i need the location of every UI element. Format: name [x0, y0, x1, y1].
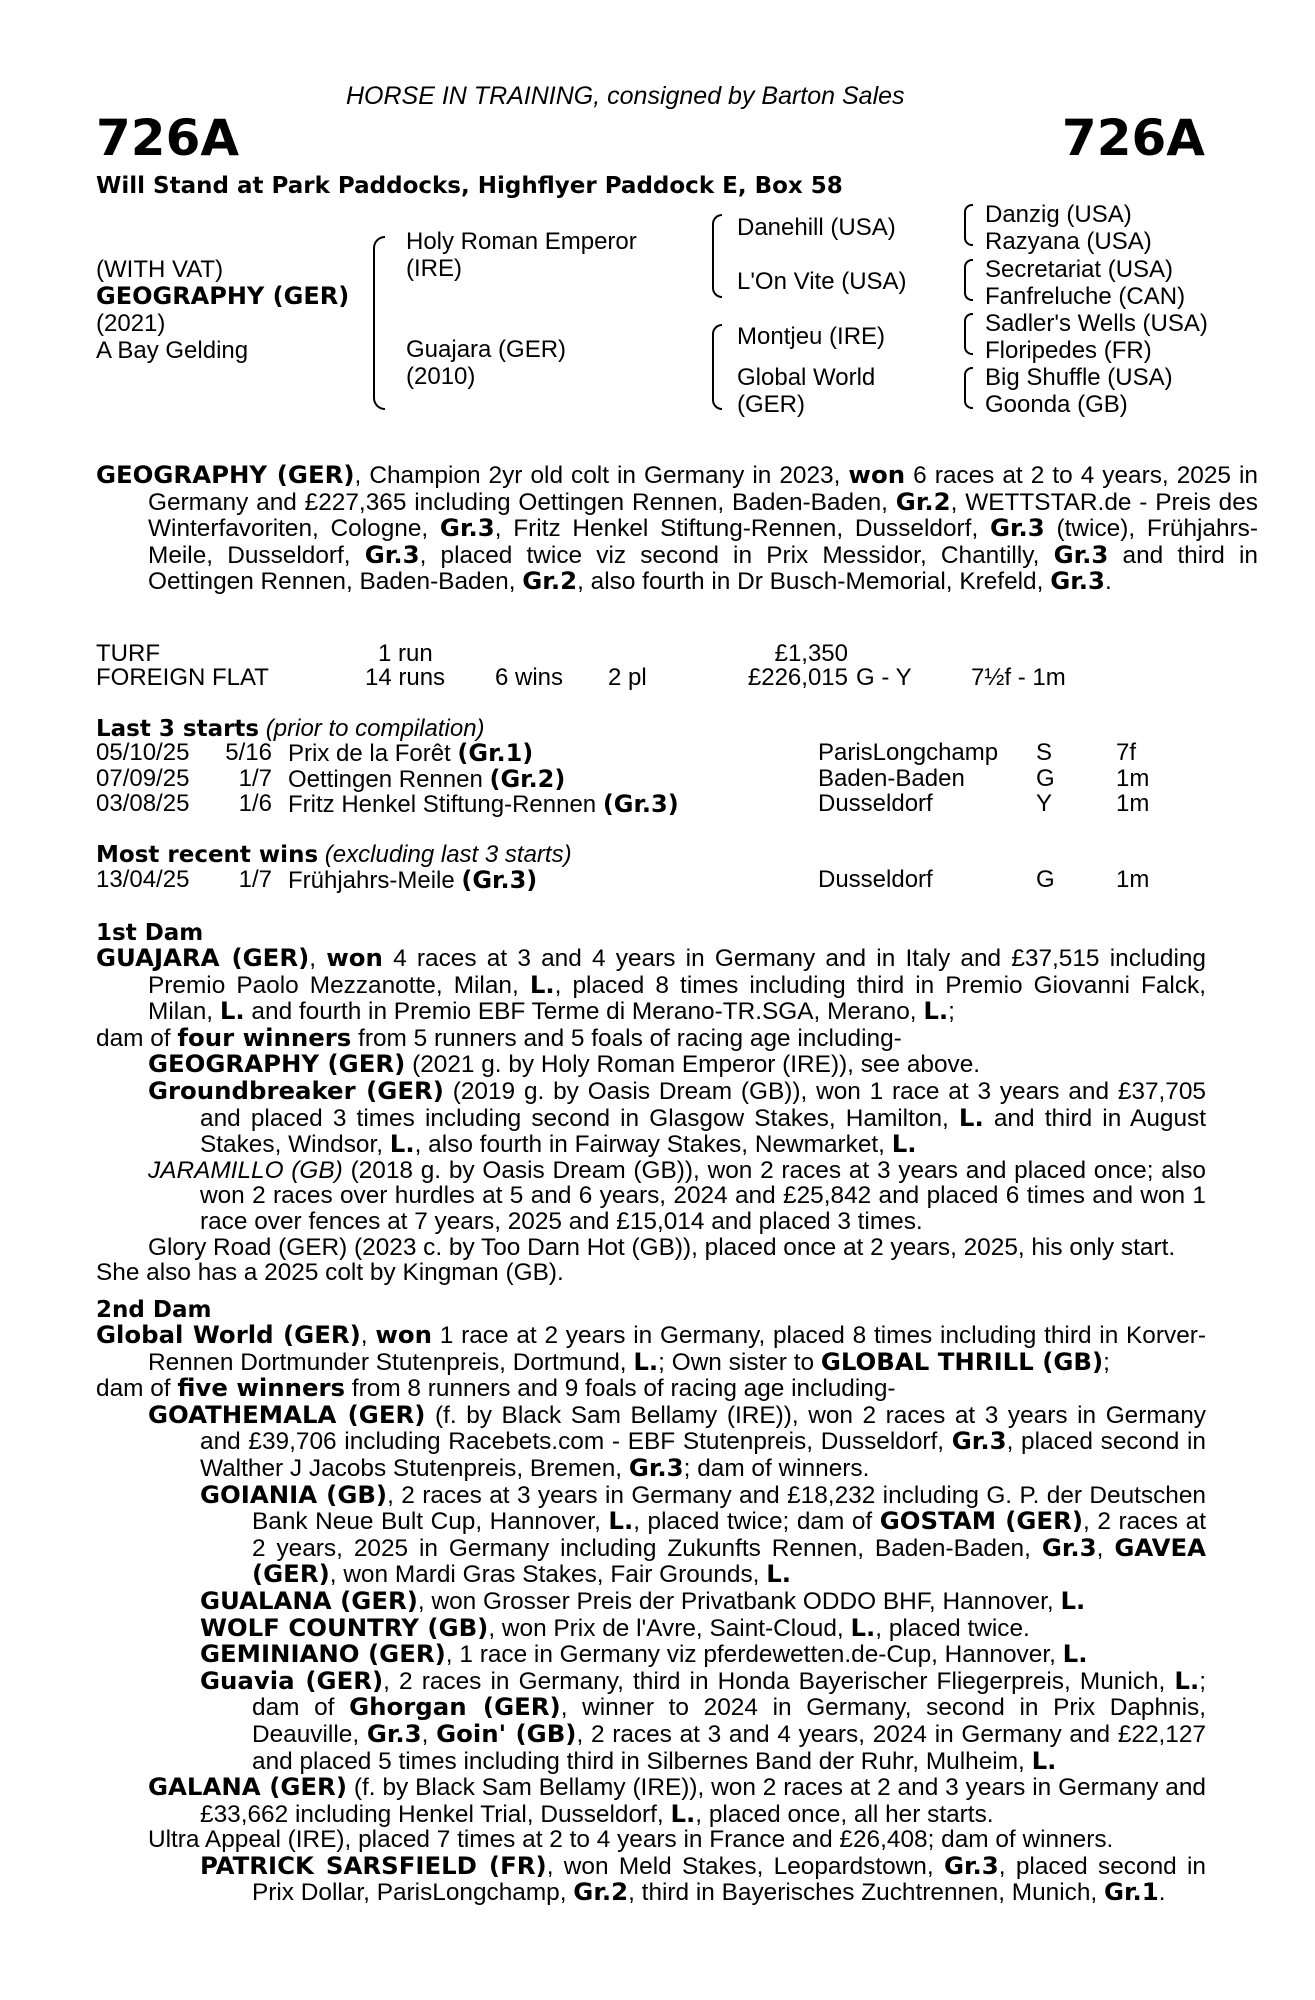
vat-note: (WITH VAT): [96, 256, 224, 283]
progeny-gualana: GUALANA (GER), won Grosser Preis der Privatbank ODDO BHF, Hannover, L.: [200, 1585, 1086, 1615]
race-dist: 1m: [1116, 866, 1150, 893]
sire-bracket: [712, 214, 722, 298]
progeny-groundbreaker: Groundbreaker (GER) (2019 g. by Oasis Dream (GB)), won 1 race at 3 years and £37,705 and placed 3 times including second in Glasgow Stakes, Hamilton, L. and third in August Stakes, Windsor, L., also fourth in Fairway Stakes, Newmarket, L.: [148, 1075, 1206, 1159]
race-dist: 1m: [1116, 790, 1150, 817]
progeny-galana: GALANA (GER) (f. by Black Sam Bellamy (IRE)), won 2 races at 2 and 3 years in Germany and £33,662 including Henkel Trial, Dusseldorf, L., placed once, all her starts.: [148, 1772, 1206, 1828]
race-pos: 1/7: [238, 764, 272, 792]
horse-name: GEOGRAPHY (GER): [96, 282, 350, 310]
sire: Holy Roman Emperor (IRE): [406, 228, 637, 282]
race-date: 03/08/25: [96, 790, 190, 817]
race-course: Baden-Baden: [818, 764, 965, 792]
race-course: ParisLongchamp: [818, 739, 999, 766]
race-race: Fritz Henkel Stiftung-Rennen (Gr.3): [288, 790, 679, 818]
first-dam-section: GUAJARA (GER), won 4 races at 3 and 4 years in Germany and in Italy and £37,515 including Premio Paolo Mezzanotte, Milan, L., placed 8 times including third in Premio Giovanni Falck, Milan, L. and fourth in Premio EBF Terme di Merano-TR.SGA, Merano, L.; dam of four winners from 5 runners and 5 foals of racing age including- GEOGRAPHY (GER) (2021 g. by Holy Roman Emperor (IRE)), see above. Groundbreaker (GER) (2019 g. by Oasis Dream (GB)), won 1 race at 3 years and £37,705 and placed 3 times including second in Glasgow Stakes, Hamilton, L. and third in August Stakes, Windsor, L., also fourth in Fairway Stakes, Newmarket, L. JARAMILLO (GB) (2018 g. by Oasis Dream (GB)), won 2 races at 3 years and placed once; also won 2 races over hurdles at 5 and 6 years, 2024 and £25,842 and placed 6 times and won 1 race over fences at 7 years, 2025 and £15,014 and placed 3 times. Glory Road (GER) (2023 c. by Too Darn Hot (GB)), placed once at 2 years, 2025, his only start. She also has a 2025 colt by Kingman (GB).: [96, 943, 1206, 1287]
race-going: G: [1036, 764, 1055, 792]
last-3-starts-heading: Last 3 starts (prior to compilation): [96, 715, 485, 742]
dam-bracket: [712, 324, 722, 410]
progeny-goathemala: GOATHEMALA (GER) (f. by Black Sam Bellamy (IRE)), won 2 races at 3 years in Germany and £39,706 including Racebets.com - EBF Stutenpreis, Dusseldorf, Gr.3, placed second in Walther J Jacobs Stutenpreis, Bremen, Gr.3; dam of winners.: [148, 1399, 1206, 1482]
race-going: Y: [1036, 790, 1053, 817]
progeny-jaramillo: JARAMILLO (GB) (2018 g. by Oasis Dream (GB)), won 2 races at 3 years and placed once; also won 2 races over hurdles at 5 and 6 years, 2024 and £25,842 and placed 6 times and won 1 race over fences at 7 years, 2025 and £15,014 and placed 3 times.: [148, 1156, 1206, 1235]
sire-dam: L'On Vite (USA): [737, 268, 907, 295]
race-pos: 1/6: [238, 790, 272, 817]
dam-dam: Global World (GER): [737, 364, 876, 418]
dam-sire: Montjeu (IRE): [737, 323, 886, 350]
second-dam-section: Global World (GER), won 1 race at 2 years in Germany, placed 8 times including third in Korver-Rennen Dortmunder Stutenpreis, Dortmund, L.; Own sister to GLOBAL THRILL (GB); dam of five winners from 8 runners and 9 foals of racing age including- GOATHEMALA (GER) (f. by Black Sam Bellamy (IRE)), won 2 races at 3 years in Germany and £39,706 including Racebets.com - EBF Stutenpreis, Dusseldorf, Gr.3, placed second in Walther J Jacobs Stutenpreis, Bremen, Gr.3; dam of winners. GOIANIA (GB), 2 races at 3 years in Germany and £18,232 including G. P. der Deutschen Bank Neue Bult Cup, Hannover, L., placed twice; dam of GOSTAM (GER), 2 races at 2 years, 2025 in Germany including Zukunfts Rennen, Baden-Baden, Gr.3, GAVEA (GER), won Mardi Gras Stakes, Fair Grounds, L. GUALANA (GER), won Grosser Preis der Privatbank ODDO BHF, Hannover, L. WOLF COUNTRY (GB), won Prix de l'Avre, Saint-Cloud, L., placed twice. GEMINIANO (GER), 1 race in Germany viz pferdewetten.de-Cup, Hannover, L. Guavia (GER), 2 races in Germany, third in Honda Bayerischer Fliegerpreis, Munich, L.; dam of Ghorgan (GER), winner to 2024 in Germany, second in Prix Daphnis, Deauville, Gr.3, Goin' (GB), 2 races at 3 and 4 years, 2024 in Germany and £22,127 and placed 5 times including third in Silbernes Band der Ruhr, Mulheim, L. GALANA (GER) (f. by Black Sam Bellamy (IRE)), won 2 races at 2 and 3 years in Germany and £33,662 including Henkel Trial, Dusseldorf, L., placed once, all her starts. Ultra Appeal (IRE), placed 7 times at 2 to 4 years in France and £26,408; dam of winners. PATRICK SARSFIELD (FR), won Meld Stakes, Leopardstown, Gr.3, placed second in Prix Dollar, ParisLongchamp, Gr.2, third in Bayerisches Zuchtrennen, Munich, Gr.1.: [96, 1320, 1207, 1907]
dam: Guajara (GER) (2010): [406, 336, 567, 390]
progeny-wolf-country: WOLF COUNTRY (GB), won Prix de l'Avre, Saint-Cloud, L., placed twice.: [200, 1612, 1030, 1642]
horse-year: (2021): [96, 310, 166, 337]
horse-description: A Bay Gelding: [96, 337, 249, 364]
progeny-guavia: Guavia (GER), 2 races in Germany, third in Honda Bayerischer Fliegerpreis, Munich, L.; dam of Ghorgan (GER), winner to 2024 in Germany, second in Prix Daphnis, Deauville, Gr.3, Goin' (GB), 2 races at 3 and 4 years, 2024 in Germany and £22,127 and placed 5 times including third in Silbernes Band der Ruhr, Mulheim, L.: [200, 1665, 1207, 1775]
second-dam-heading: 2nd Dam: [96, 1297, 212, 1323]
progeny-patrick-sarsfield: PATRICK SARSFIELD (FR), won Meld Stakes, Leopardstown, Gr.3, placed second in Prix Dollar, ParisLongchamp, Gr.2, third in Bayerisches Zuchtrennen, Munich, Gr.1.: [200, 1850, 1206, 1907]
recent-wins-heading: Most recent wins (excluding last 3 starts): [96, 841, 572, 868]
race-date: 07/09/25: [96, 764, 190, 792]
first-dam-heading: 1st Dam: [96, 920, 204, 946]
progeny-geminiano: GEMINIANO (GER), 1 race in Germany viz pferdewetten.de-Cup, Hannover, L.: [200, 1639, 1088, 1669]
race-pos: 5/16: [225, 739, 272, 766]
pedigree-bracket: [373, 236, 385, 410]
catalogue-banner: HORSE IN TRAINING, consigned by Barton Sales: [346, 82, 905, 110]
horse-identity: [96, 256, 349, 364]
gg-sires-dams: Danzig (USA) Razyana (USA): [985, 201, 1152, 255]
race-pos: 1/7: [238, 866, 272, 893]
lot-number-right: 726A: [1061, 109, 1205, 167]
race-going: S: [1036, 739, 1053, 766]
progeny-ultra-appeal: Ultra Appeal (IRE), placed 7 times at 2 to 4 years in France and £26,408; dam of winners.: [148, 1826, 1114, 1854]
sire-sire: Danehill (USA): [737, 214, 896, 241]
race-dist: 1m: [1116, 764, 1150, 792]
stand-location: Will Stand at Park Paddocks, Highflyer Paddock E, Box 58: [96, 173, 843, 199]
race-course: Dusseldorf: [818, 866, 933, 893]
race-going: G: [1036, 866, 1055, 893]
race-course: Dusseldorf: [818, 790, 933, 817]
race-date: 13/04/25: [96, 866, 190, 893]
race-date: 05/10/25: [96, 739, 190, 766]
race-dist: 7f: [1116, 739, 1137, 766]
lot-number-left: 726A: [96, 109, 240, 167]
progeny-goiania: GOIANIA (GB), 2 races at 3 years in Germany and £18,232 including G. P. der Deutschen Bank Neue Bult Cup, Hannover, L., placed twice; dam of GOSTAM (GER), 2 races at 2 years, 2025 in Germany including Zukunfts Rennen, Baden-Baden, Gr.3, GAVEA (GER), won Mardi Gras Stakes, Fair Grounds, L.: [200, 1479, 1207, 1589]
race-race: Prix de la Forêt (Gr.1): [288, 739, 534, 767]
race-summary: GEOGRAPHY (GER), Champion 2yr old colt in Germany in 2023, won 6 races at 2 to 4 years, 2025 in Germany and £227,365 including Oettingen Rennen, Baden-Baden, Gr.2, WETTSTAR.de - Preis des Winterfavoriten, Cologne, Gr.3, Fritz Henkel Stiftung-Rennen, Dusseldorf, Gr.3 (twice), Frühjahrs-Meile, Dusseldorf, Gr.3, placed twice viz second in Prix Messidor, Chantilly, Gr.3 and third in Oettingen Rennen, Baden-Baden, Gr.2, also fourth in Dr Busch-Memorial, Krefeld, Gr.3.: [96, 460, 1258, 596]
race-race: Frühjahrs-Meile (Gr.3): [288, 866, 538, 894]
race-race: Oettingen Rennen (Gr.2): [288, 764, 566, 793]
